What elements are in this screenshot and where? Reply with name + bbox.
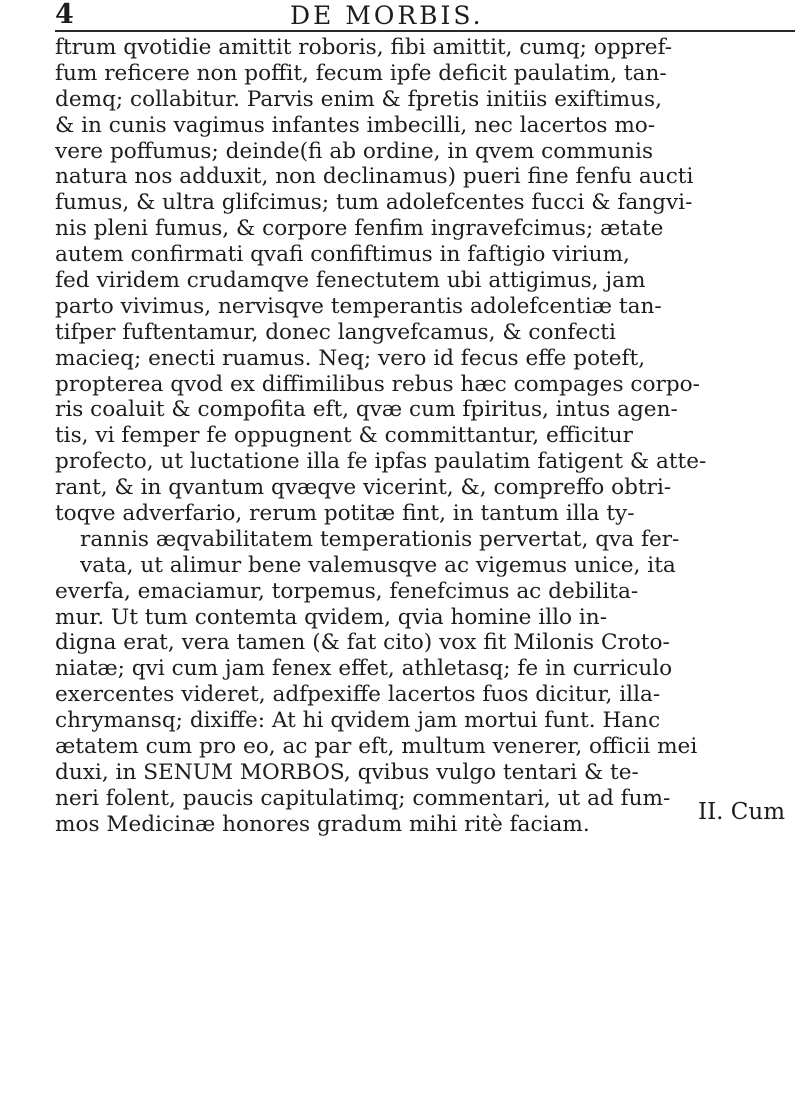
catchword: II. Cum <box>698 799 786 825</box>
text-line: duxi, in SENUM MORBOS, qvibus vulgo tentari & te- <box>55 759 639 785</box>
text-line: nis pleni fumus, & corpore fenfim ingravefcimus; ætate <box>55 216 664 242</box>
text-line: demq; collabitur. Parvis enim & fpretis initiis exiftimus, <box>55 86 663 112</box>
text-line: tifper fuftentamur, donec langvefcamus, & confecti <box>55 319 616 345</box>
text-line: neri folent, paucis capitulatimq; commentari, ut ad fum- <box>55 785 671 811</box>
text-line: ætatem cum pro eo, ac par eft, multum venerer, officii mei <box>55 734 698 760</box>
text-line: exercentes videret, adfpexiffe lacertos fuos dicitur, illa- <box>55 682 661 708</box>
text-line: natura nos adduxit, non declinamus) pueri fine fenfu aucti <box>55 164 694 190</box>
text-line: vere poffumus; deinde(fi ab ordine, in qvem communis <box>55 138 654 164</box>
text-line: mur. Ut tum contemta qvidem, qvia homine illo in- <box>55 604 608 630</box>
page-number: 4 <box>55 0 74 30</box>
text-line: digna erat, vera tamen (& fat cito) vox fit Milonis Croto- <box>55 630 670 656</box>
text-line: ris coaluit & compofita eft, qvæ cum fpiritus, intus agen- <box>55 397 678 423</box>
text-line: everfa, emaciamur, torpemus, fenefcimus ac debilita- <box>55 578 639 604</box>
page-header <box>55 0 775 30</box>
running-head: DE MORBIS. <box>290 1 484 30</box>
text-line: chrymansq; dixiffe: At hi qvidem jam mortui funt. Hanc <box>55 708 661 734</box>
text-line: macieq; enecti ruamus. Neq; vero id fecus effe poteft, <box>55 345 646 371</box>
text-line: ftrum qvotidie amittit roboris, fibi amittit, cumq; oppref- <box>55 35 673 60</box>
text-line: propterea qvod ex diffimilibus rebus hæc compages corpo- <box>55 371 700 397</box>
text-line: rant, & in qvantum qvæqve vicerint, &, compreffo obtri- <box>55 475 672 501</box>
header-rule <box>55 30 795 32</box>
text-line: niatæ; qvi cum jam fenex effet, athletasq; fe in curriculo <box>55 656 673 682</box>
text-line: profecto, ut luctatione illa fe ipfas paulatim fatigent & atte- <box>55 449 707 475</box>
text-line: autem confirmati qvafi confiftimus in faftigio virium, <box>55 242 630 268</box>
text-line: fum reficere non poffit, fecum ipfe deficit paulatim, tan- <box>55 60 667 86</box>
text-line: mos Medicinæ honores gradum mihi ritè faciam. <box>55 811 590 837</box>
text-line: rannis æqvabilitatem temperationis pervertat, qva fer- <box>80 526 680 552</box>
text-line: fumus, & ultra glifcimus; tum adolefcentes fucci & fangvi- <box>55 190 693 216</box>
text-line: parto vivimus, nervisqve temperantis adolefcentiæ tan- <box>55 293 662 319</box>
text-line: & in cunis vagimus infantes imbecilli, nec lacertos mo- <box>55 112 656 138</box>
text-line: fed viridem crudamqve fenectutem ubi attigimus, jam <box>55 268 646 294</box>
body-text <box>55 35 800 838</box>
text-line: toqve adverfario, rerum potitæ fint, in tantum illa ty- <box>55 501 635 527</box>
text-line: vata, ut alimur bene valemusqve ac vigemus unice, ita <box>80 552 676 578</box>
text-line: tis, vi femper fe oppugnent & committantur, efficitur <box>55 423 633 449</box>
